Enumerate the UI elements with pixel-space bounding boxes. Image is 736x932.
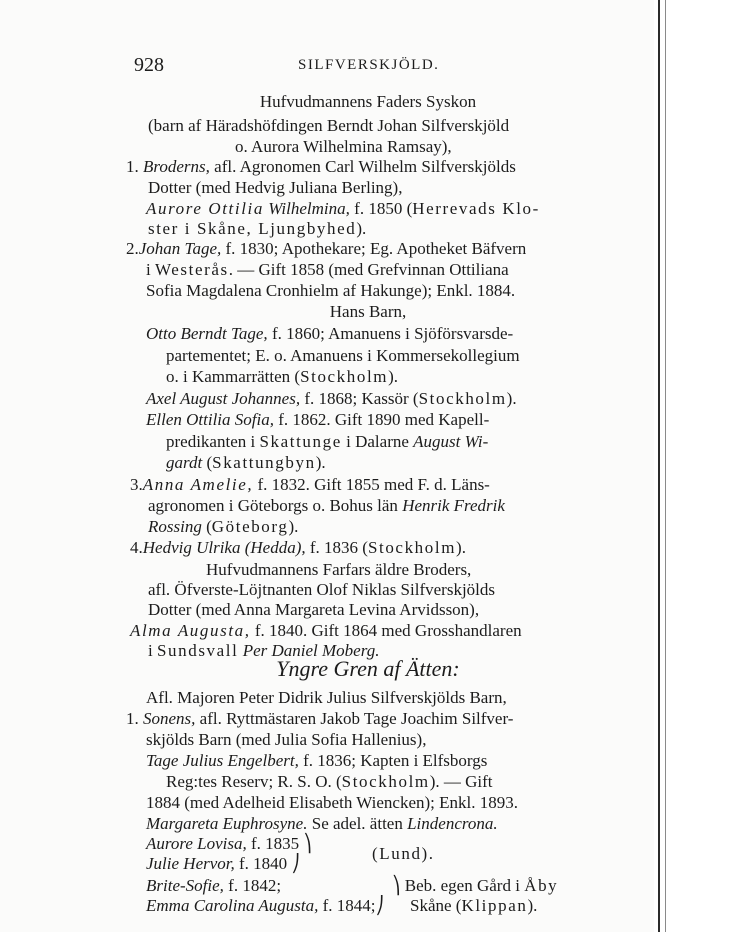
page-header: [134, 54, 604, 78]
text-line: Julie Hervor, f. 1840 ⎠: [146, 854, 300, 873]
adjacent-page-edge: [654, 0, 736, 932]
text-line: Skåne (Klippan).: [410, 896, 538, 915]
text-line: predikanten i Skattunge i Dalarne August Wi-: [166, 432, 489, 451]
text-line: agronomen i Göteborgs o. Bohus län Henrik Fredrik: [148, 496, 505, 515]
text-line: afl. Öfverste-Löjtnanten Olof Niklas Silfverskjölds: [148, 580, 496, 599]
text-line: Alma Augusta, f. 1840. Gift 1864 med Grosshandlaren: [130, 621, 522, 640]
text-line: Aurore Ottilia Wilhelmina, f. 1850 (Herrevads Klo-: [146, 199, 540, 218]
text-line: 2.Johan Tage, f. 1830; Apothekare; Eg. Apotheket Bäfvern: [126, 239, 527, 258]
text-line: 4.Hedvig Ulrika (Hedda), f. 1836 (Stockholm).: [130, 538, 466, 557]
text-line: Axel August Johannes, f. 1868; Kassör (Stockholm).: [146, 389, 517, 408]
text-line: Hufvudmannens Farfars äldre Broders,: [206, 560, 472, 579]
text-line: ster i Skåne, Ljungbyhed).: [148, 219, 367, 238]
text-line: gardt (Skattungbyn).: [166, 453, 326, 472]
text-line: Brite-Sofie, f. 1842;: [146, 876, 282, 895]
page-edge-line-faint: [665, 0, 666, 932]
text-line: Tage Julius Engelbert, f. 1836; Kapten i Elfsborgs: [146, 751, 488, 770]
text-line: 1884 (med Adelheid Elisabeth Wiencken); Enkl. 1893.: [146, 793, 518, 812]
page-number: 928: [134, 54, 164, 76]
text-line: o. i Kammarrätten (Stockholm).: [166, 367, 399, 386]
running-title: SILFVERSKJÖLD.: [298, 57, 440, 73]
text-line: Rossing (Göteborg).: [148, 517, 299, 536]
text-line: Afl. Majoren Peter Didrik Julius Silfverskjölds Barn,: [146, 688, 507, 707]
text-line: Aurore Lovisa, f. 1835 ⎞: [146, 834, 312, 853]
text-line: i Westerås. — Gift 1858 (med Grefvinnan Ottiliana: [146, 260, 509, 279]
page-edge-line: [658, 0, 660, 932]
text-line: 1. Broderns, afl. Agronomen Carl Wilhelm Silfverskjölds: [126, 157, 516, 176]
text-line: o. Aurora Wilhelmina Ramsay),: [235, 137, 452, 156]
text-line: (Lund).: [372, 844, 435, 863]
text-line: (barn af Häradshöfdingen Berndt Johan Silfverskjöld: [148, 116, 510, 135]
section-heading: Yngre Gren af Ätten:: [276, 656, 460, 681]
text-line: Ellen Ottilia Sofia, f. 1862. Gift 1890 med Kapell-: [146, 410, 490, 429]
text-line: partementet; E. o. Amanuens i Kommersekollegium: [166, 346, 520, 365]
text-line: Hufvudmannens Faders Syskon: [259, 92, 477, 111]
text-line: Otto Berndt Tage, f. 1860; Amanuens i Sjöförsvarsde-: [146, 324, 514, 343]
text-line: ⎞ Beb. egen Gård i Åby: [392, 876, 559, 895]
text-line: 1. Sonens, afl. Ryttmästaren Jakob Tage Joachim Silfver-: [126, 709, 514, 728]
text-line: Hans Barn,: [329, 302, 407, 321]
text-line: Reg:tes Reserv; R. S. O. (Stockholm). — Gift: [166, 772, 493, 791]
text-line: Dotter (med Hedvig Juliana Berling),: [148, 178, 403, 197]
text-line: 3.Anna Amelie, f. 1832. Gift 1855 med F. d. Läns-: [130, 475, 490, 494]
text-line: skjölds Barn (med Julia Sofia Hallenius),: [146, 730, 427, 749]
text-line: i Sundsvall Per Daniel Moberg.: [148, 641, 380, 660]
text-line: Sofia Magdalena Cronhielm af Hakunge); Enkl. 1884.: [146, 281, 516, 300]
text-line: Emma Carolina Augusta, f. 1844;⎠: [146, 896, 385, 915]
text-line: Margareta Euphrosyne. Se adel. ätten Lindencrona.: [146, 814, 498, 833]
text-line: Dotter (med Anna Margareta Levina Arvidsson),: [148, 600, 480, 619]
